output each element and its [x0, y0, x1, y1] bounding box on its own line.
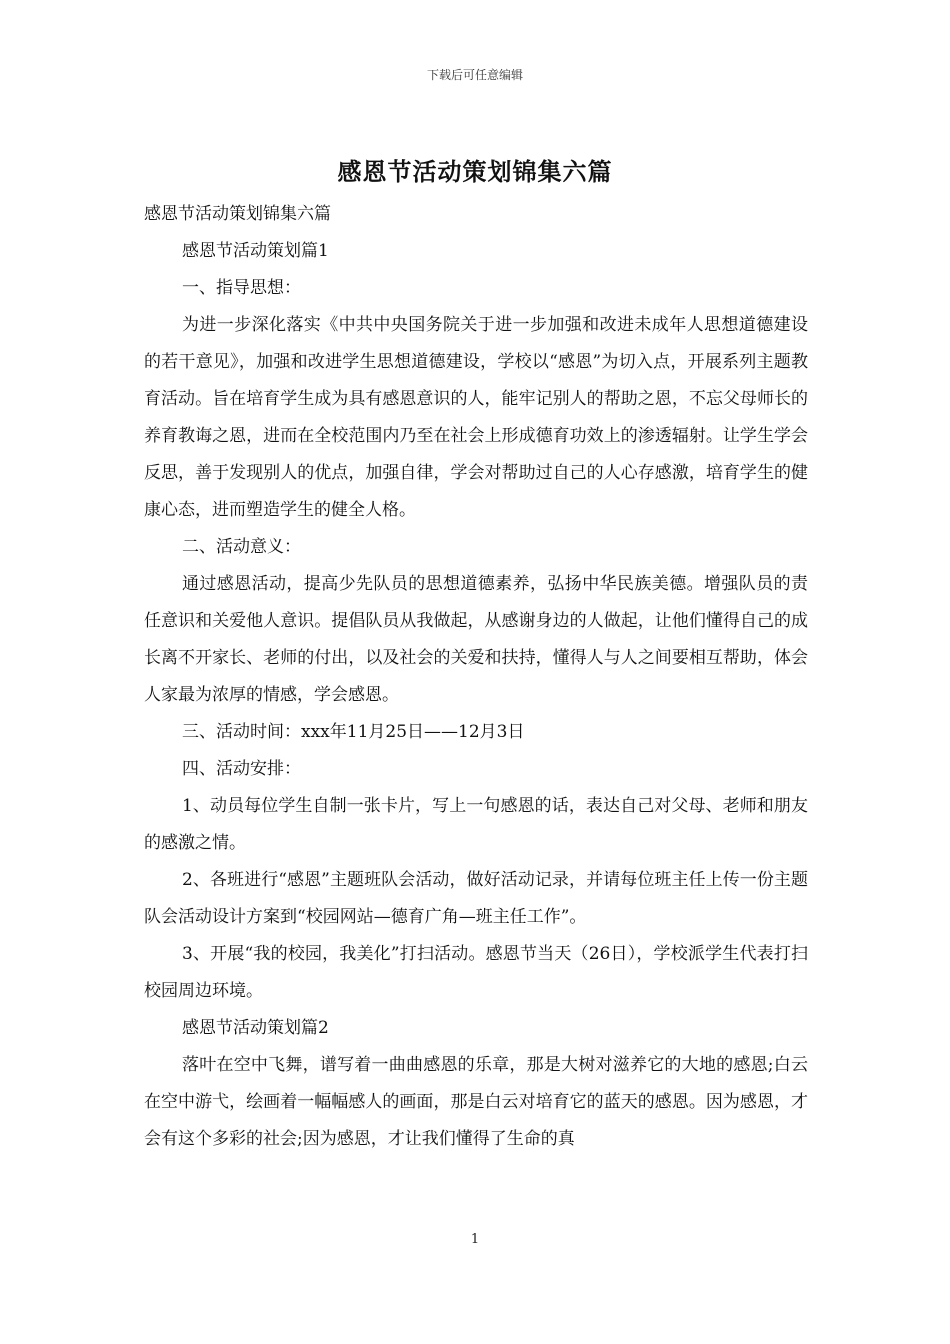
subheading-activity-arrangement: 四、活动安排：	[182, 759, 301, 779]
subheading-activity-significance: 二、活动意义：	[182, 537, 301, 557]
paragraph: 为进一步深化落实《中共中央国务院关于进一步加强和改进未成年人思想道德建设的若干意见》，加强和改进学生思想道德建设，学校以“感恩”为切入点，开展系列主题教育活动。旨在培育学生成为具有感恩意识的人，能牢记别人的帮助之恩，不忘父母师长的养育教诲之恩，进而在全校范围内乃至在社会上形成德育功效上的渗透辐射。让学生学会反思，善于发现别人的优点，加强自律，学会对帮助过自己的人心存感激，培育学生的健康心态，进而塑造学生的健全人格。	[144, 315, 808, 520]
list-item: 1、动员每位学生自制一张卡片，写上一句感恩的话，表达自己对父母、老师和朋友的感激之情。	[144, 796, 808, 853]
section-heading-part-2: 感恩节活动策划篇2	[182, 1018, 329, 1038]
paragraph: 感恩节活动策划锦集六篇	[144, 204, 331, 224]
header-note: 下载后可任意编辑	[426, 68, 523, 82]
paragraph: 通过感恩活动，提高少先队员的思想道德素养，弘扬中华民族美德。增强队员的责任意识和关爱他人意识。提倡队员从我做起，从感谢身边的人做起，让他们懂得自己的成长离不开家长、老师的付出，以及社会的关爱和扶持，懂得人与人之间要相互帮助，体会人家最为浓厚的情感，学会感恩。	[144, 574, 808, 705]
list-item: 3、开展“我的校园，我美化”打扫活动。感恩节当天（26日），学校派学生代表打扫校园周边环境。	[144, 944, 808, 1001]
subheading-activity-time: 三、活动时间：xxx年11月25日——12月3日	[182, 722, 525, 742]
document-title: 感恩节活动策划锦集六篇	[337, 157, 613, 186]
document-body	[144, 196, 808, 1158]
subheading-guiding-thought: 一、指导思想：	[182, 278, 301, 298]
page-number: 1	[470, 1232, 480, 1247]
paragraph: 落叶在空中飞舞，谱写着一曲曲感恩的乐章，那是大树对滋养它的大地的感恩;白云在空中游弋，绘画着一幅幅感人的画面，那是白云对培育它的蓝天的感恩。因为感恩，才会有这个多彩的社会;因为感恩，才让我们懂得了生命的真	[144, 1055, 808, 1149]
list-item: 2、各班进行“感恩”主题班队会活动，做好活动记录，并请每位班主任上传一份主题队会活动设计方案到“校园网站—德育广角—班主任工作”。	[144, 870, 808, 927]
section-heading-part-1: 感恩节活动策划篇1	[182, 241, 329, 261]
